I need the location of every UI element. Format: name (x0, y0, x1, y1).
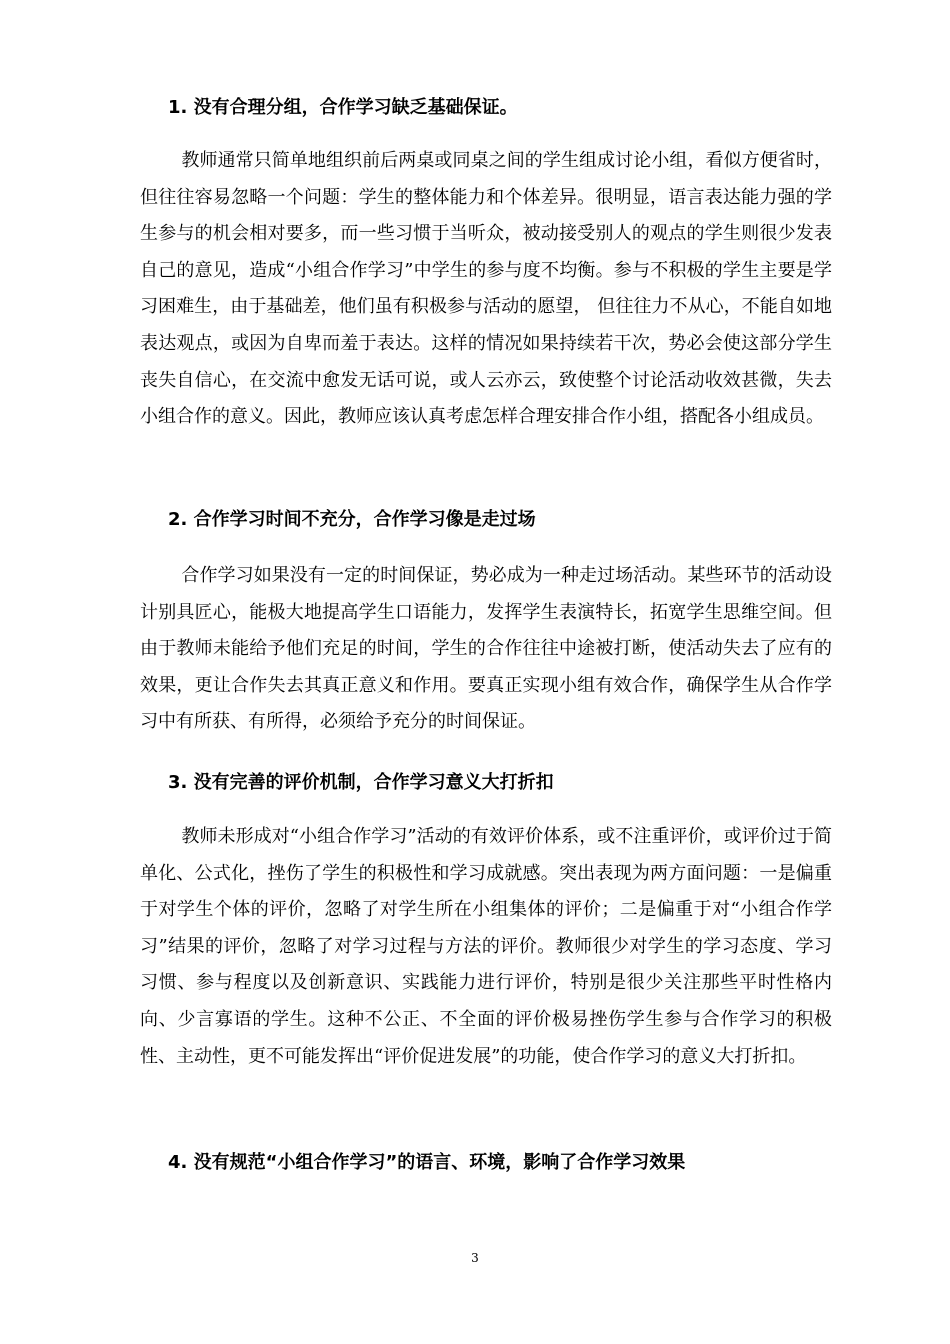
page-number: 3 (471, 1251, 479, 1265)
section-2-heading: 2. 合作学习时间不充分，合作学习像是走过场 (168, 509, 536, 530)
section-2-paragraph: 合作学习如果没有一定的时间保证，势必成为一种走过场活动。某些环节的活动设计别具匠心，能极大地提高学生口语能力，发挥学生表演特长，拓宽学生思维空间。但由于教师未能给予他们充足的时间，学生的合作往往中途被打断，使活动失去了应有的效果，更让合作失去其真正意义和作用。要真正实现小组有效合作，确保学生从合作学习中有所获、有所得，必须给予充分的时间保证。 (140, 565, 832, 733)
section-1-paragraph: 教师通常只简单地组织前后两桌或同桌之间的学生组成讨论小组，看似方便省时，但往往容易忽略一个问题：学生的整体能力和个体差异。很明显，语言表达能力强的学生参与的机会相对要多，而一些习惯于当听众，被动接受别人的观点的学生则很少发表自己的意见，造成“小组合作学习”中学生的参与度不均衡。参与不积极的学生主要是学习困难生，由于基础差，他们虽有积极参与活动的愿望， 但往往力不从心，不能自如地表达观点，或因为自卑而羞于表达。这样的情况如果持续若干次，势必会使这部分学生丧失自信心，在交流中愈发无话可说，或人云亦云，致使整个讨论活动收效甚微，失去小组合作的意义。因此，教师应该认真考虑怎样合理安排合作小组，搭配各小组成员。 (140, 150, 832, 428)
section-3-paragraph: 教师未形成对“小组合作学习”活动的有效评价体系，或不注重评价，或评价过于简单化、公式化，挫伤了学生的积极性和学习成就感。突出表现为两方面问题：一是偏重于对学生个体的评价，忽略了对学生所在小组集体的评价；二是偏重于对“小组合作学习”结果的评价，忽略了对学习过程与方法的评价。教师很少对学生的学习态度、学习习惯、参与程度以及创新意识、实践能力进行评价，特别是很少关注那些平时性格内向、少言寡语的学生。这种不公正、不全面的评价极易挫伤学生参与合作学习的积极性、主动性，更不可能发挥出“评价促进发展”的功能，使合作学习的意义大打折扣。 (140, 826, 832, 1067)
section-4-heading: 4. 没有规范“小组合作学习”的语言、环境，影响了合作学习效果 (168, 1152, 686, 1173)
section-3-heading: 3. 没有完善的评价机制，合作学习意义大打折扣 (168, 772, 554, 793)
section-1-heading: 1. 没有合理分组，合作学习缺乏基础保证。 (168, 97, 518, 118)
